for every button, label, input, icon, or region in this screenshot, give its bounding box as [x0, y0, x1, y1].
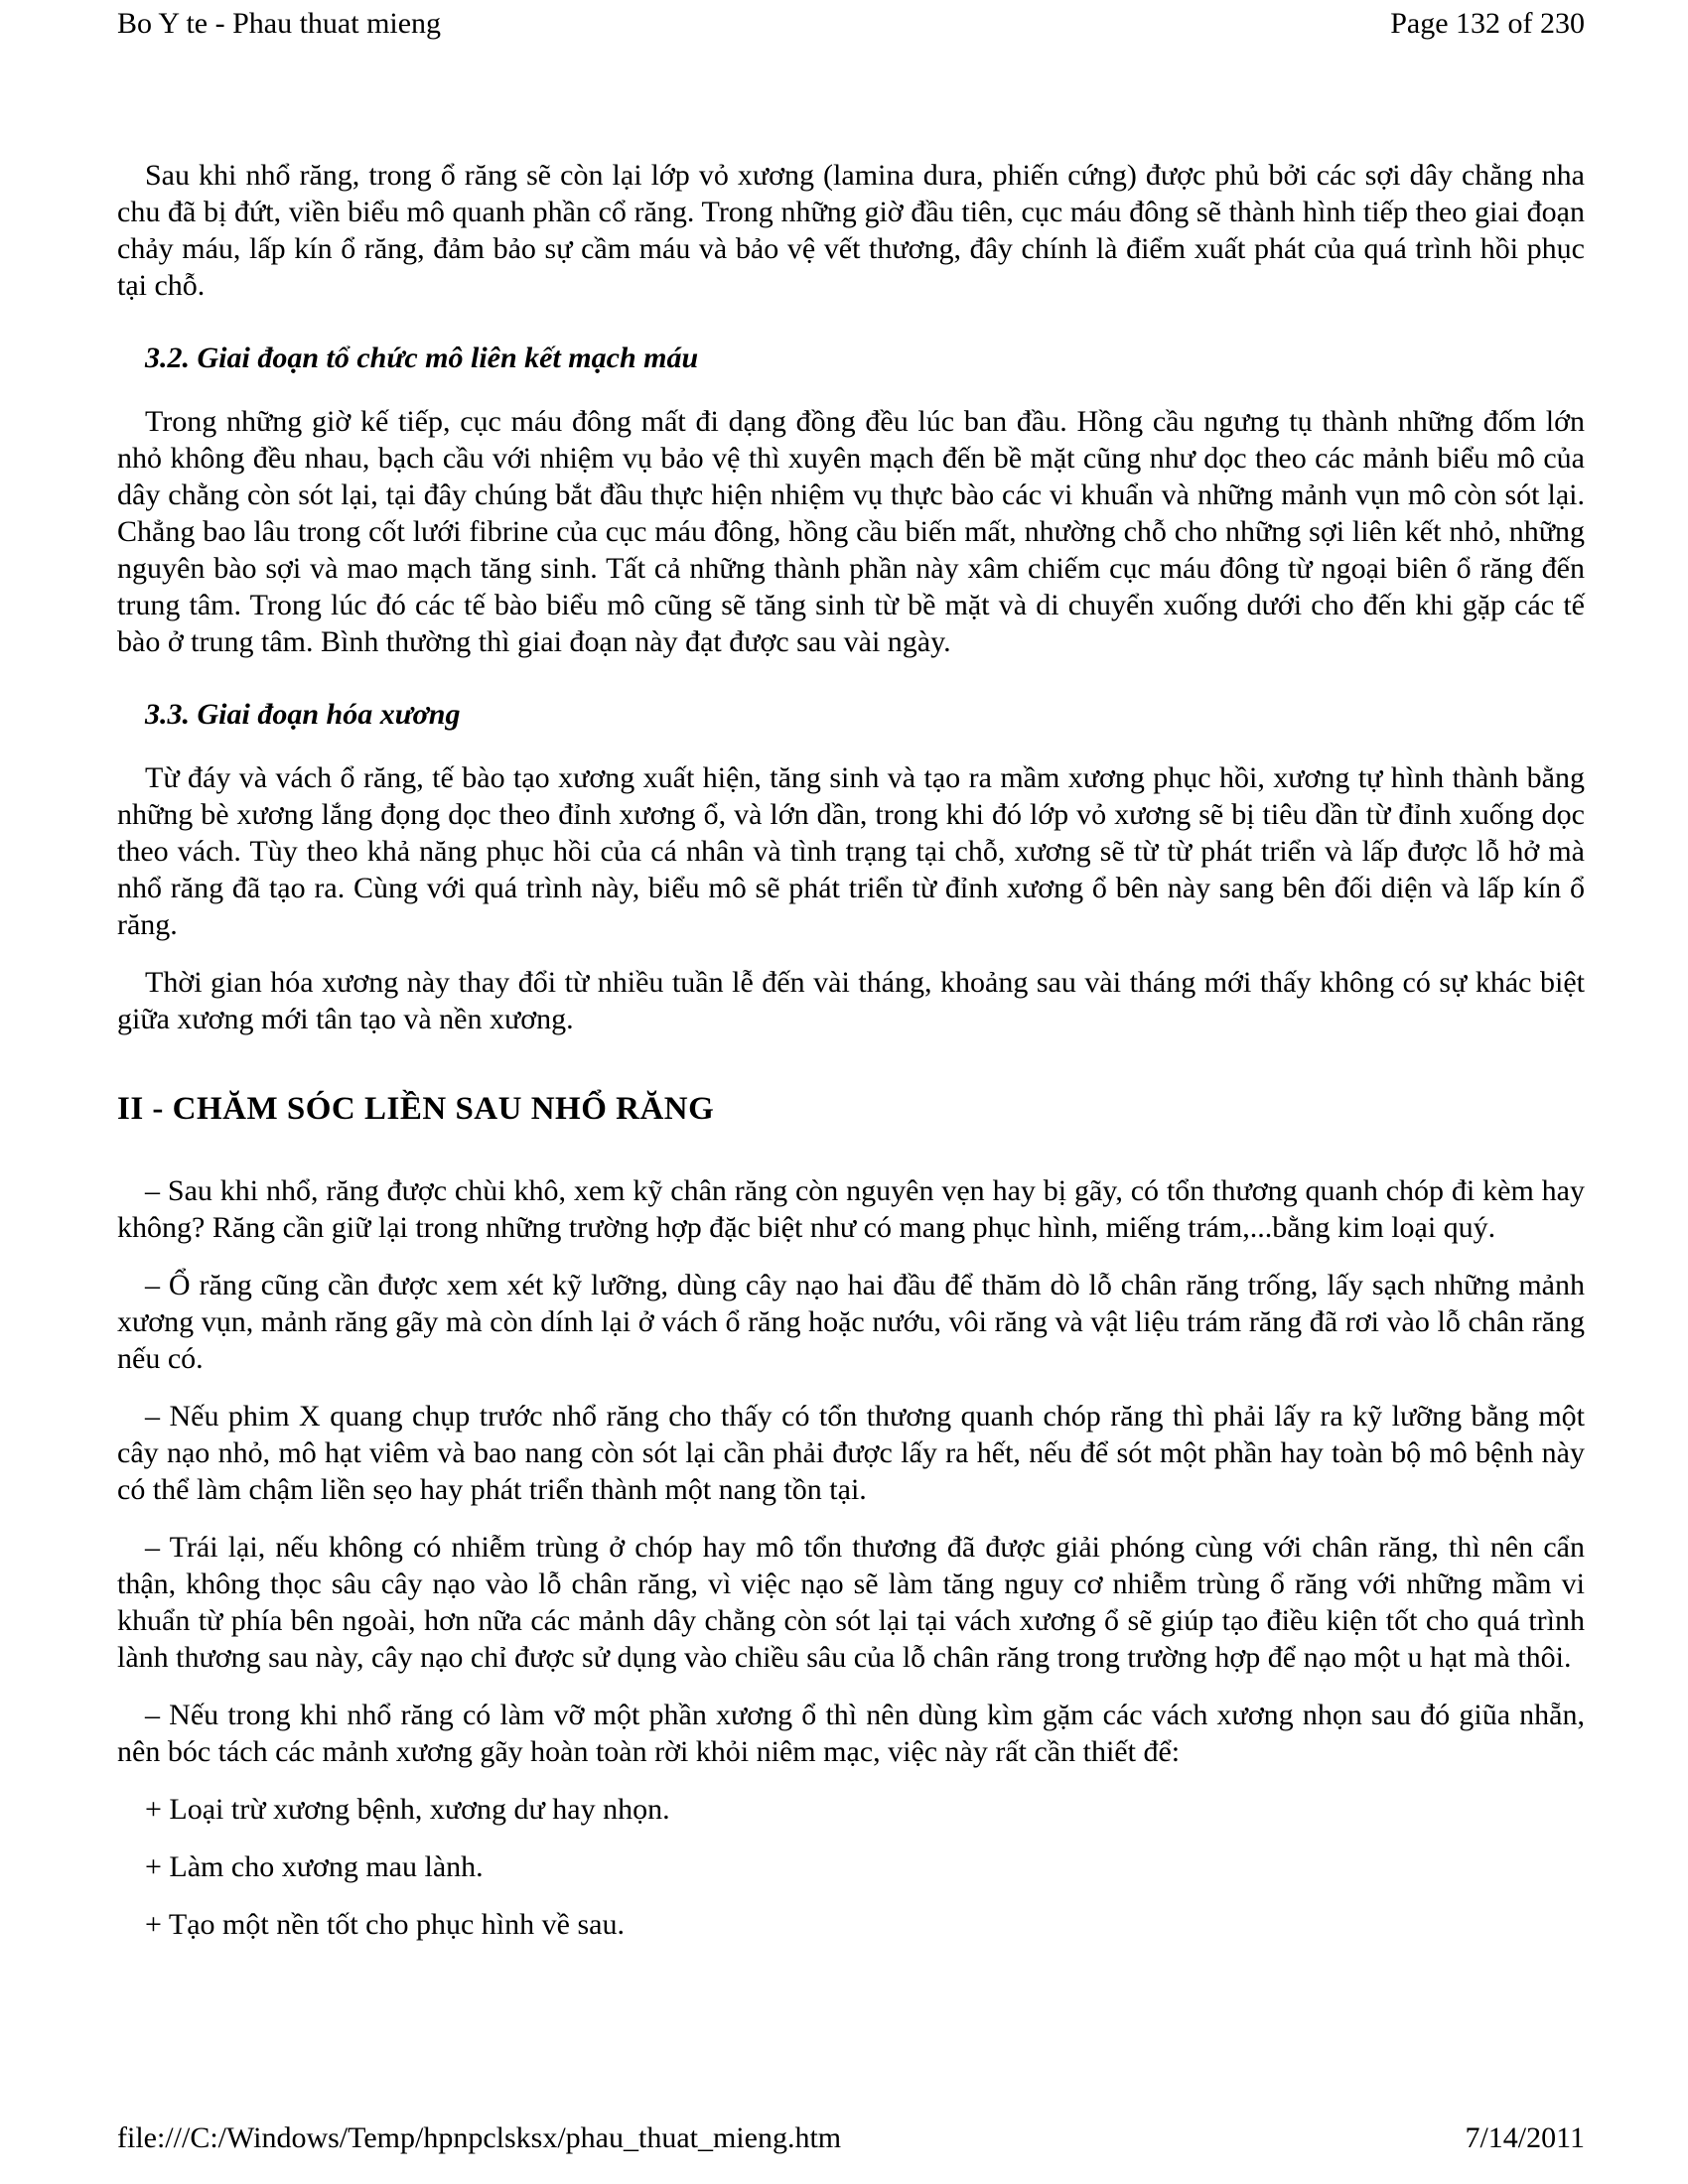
plus-list-item-1: + Loại trừ xương bệnh, xương dư hay nhọn. [145, 1793, 670, 1826]
header-page-indicator: Page 132 of 230 [1390, 7, 1585, 40]
page-header [117, 6, 1585, 42]
page-footer [117, 2120, 1585, 2156]
paragraph-section-3-2: Trong những giờ kế tiếp, cục máu đông mất đi dạng đồng đều lúc ban đầu. Hồng cầu ngưng tụ thành những đốm lớn nhỏ không đều nhau, bạch cầu với nhiệm vụ bảo vệ thì xuyên mạch đến bề mặt cũng như dọc theo các mảnh biểu mô của dây chằng còn sót lại, tại đây chúng bắt đầu thực hiện nhiệm vụ thực bào các vi khuẩn và những mảnh vụn mô còn sót lại. Chẳng bao lâu trong cốt lưới fibrine của cục máu đông, hồng cầu biến mất, nhường chỗ cho những sợi liên kết nhỏ, những nguyên bào sợi và mao mạch tăng sinh. Tất cả những thành phần này xâm chiếm cục máu đông từ ngoại biên ổ răng đến trung tâm. Trong lúc đó các tế bào biểu mô cũng sẽ tăng sinh từ bề mặt và di chuyển xuống dưới cho đến khi gặp các tế bào ở trung tâm. Bình thường thì giai đoạn này đạt được sau vài ngày. [117, 405, 1585, 658]
footer-file-url: file:///C:/Windows/Temp/hpnpclsksx/phau_thuat_mieng.htm [117, 2121, 842, 2154]
bullet-paragraph-4: – Trái lại, nếu không có nhiễm trùng ở chóp hay mô tổn thương đã được giải phóng cùng với chân răng, thì nên cẩn thận, không thọc sâu cây nạo vào lỗ chân răng, vì việc nạo sẽ làm tăng nguy cơ nhiễm trùng ổ răng với những mầm vi khuẩn từ phía bên ngoài, hơn nữa các mảnh dây chằng còn sót lại tại vách xương ổ sẽ giúp tạo điều kiện tốt cho quá trình lành thương sau này, cây nạo chỉ được sử dụng vào chiều sâu của lỗ chân răng trong trường hợp để nạo một u hạt mà thôi. [117, 1531, 1585, 1674]
bullet-paragraph-3: – Nếu phim X quang chụp trước nhổ răng cho thấy có tổn thương quanh chóp răng thì phải lấy ra kỹ lưỡng bằng một cây nạo nhỏ, mô hạt viêm và bao nang còn sót lại cần phải được lấy ra hết, nếu để sót một phần hay toàn bộ mô bệnh này có thể làm chậm liền sẹo hay phát triển thành một nang tồn tại. [117, 1400, 1585, 1506]
section-heading-3-2: 3.2. Giai đoạn tổ chức mô liên kết mạch máu [145, 341, 699, 374]
document-body [117, 157, 1585, 1964]
paragraph-section-3-3-first: Từ đáy và vách ổ răng, tế bào tạo xương xuất hiện, tăng sinh và tạo ra mầm xương phục hồi, xương tự hình thành bằng những bè xương lắng đọng dọc theo đỉnh xương ổ, và lớn dần, trong khi đó lớp vỏ xương sẽ bị tiêu dần từ đỉnh xuống dọc theo vách. Tùy theo khả năng phục hồi của cá nhân và tình trạng tại chỗ, xương sẽ từ từ phát triển và lấp được lỗ hở mà nhổ răng đã tạo ra. Cùng với quá trình này, biểu mô sẽ phát triển từ đỉnh xương ổ bên này sang bên đối diện và lấp kín ổ răng. [117, 761, 1585, 941]
bullet-paragraph-1: – Sau khi nhổ, răng được chùi khô, xem kỹ chân răng còn nguyên vẹn hay bị gãy, có tổn thương quanh chóp đi kèm hay không? Răng cần giữ lại trong những trường hợp đặc biệt như có mang phục hình, miếng trám,...bằng kim loại quý. [117, 1174, 1585, 1244]
plus-list-item-2: + Làm cho xương mau lành. [145, 1850, 484, 1883]
bullet-paragraph-2: – Ổ răng cũng cần được xem xét kỹ lưỡng, dùng cây nạo hai đầu để thăm dò lỗ chân răng trống, lấy sạch những mảnh xương vụn, mảnh răng gãy mà còn dính lại ở vách ổ răng hoặc nướu, vôi răng và vật liệu trám răng đã rơi vào lỗ chân răng nếu có. [117, 1269, 1585, 1375]
paragraph-intro: Sau khi nhổ răng, trong ổ răng sẽ còn lại lớp vỏ xương (lamina dura, phiến cứng) được phủ bởi các sợi dây chằng nha chu đã bị đứt, viền biểu mô quanh phần cổ răng. Trong những giờ đầu tiên, cục máu đông sẽ thành hình tiếp theo giai đoạn chảy máu, lấp kín ổ răng, đảm bảo sự cầm máu và bảo vệ vết thương, đây chính là điểm xuất phát của quá trình hồi phục tại chỗ. [117, 159, 1585, 302]
plus-list-item-3: + Tạo một nền tốt cho phục hình về sau. [145, 1908, 625, 1941]
footer-date: 7/14/2011 [1465, 2121, 1585, 2154]
paragraph-section-3-3-second: Thời gian hóa xương này thay đổi từ nhiều tuần lễ đến vài tháng, khoảng sau vài tháng mới thấy không có sự khác biệt giữa xương mới tân tạo và nền xương. [117, 966, 1585, 1035]
section-heading-3-3: 3.3. Giai đoạn hóa xương [145, 698, 461, 731]
chapter-heading-II: II - CHĂM SÓC LIỀN SAU NHỔ RĂNG [117, 1091, 715, 1127]
bullet-paragraph-5: – Nếu trong khi nhổ răng có làm vỡ một phần xương ổ thì nên dùng kìm gặm các vách xương nhọn sau đó giũa nhẵn, nên bóc tách các mảnh xương gãy hoàn toàn rời khỏi niêm mạc, việc này rất cần thiết để: [117, 1699, 1585, 1768]
header-document-title: Bo Y te - Phau thuat mieng [117, 7, 442, 40]
